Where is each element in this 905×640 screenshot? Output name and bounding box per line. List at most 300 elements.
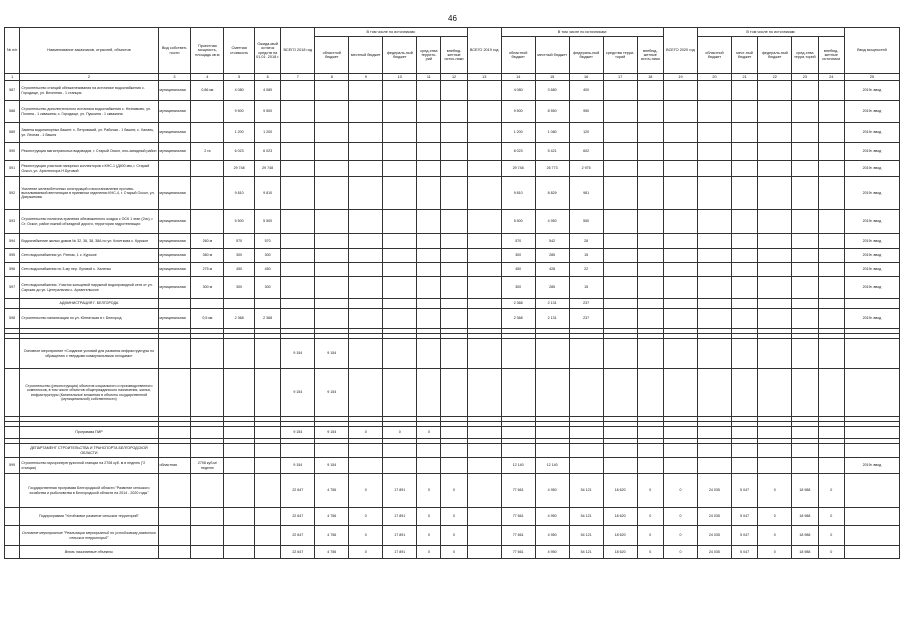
header-source-2019-0: областной бюджет <box>501 37 535 74</box>
value-cell: 18 620 <box>603 508 637 526</box>
row-number: 594 <box>5 234 20 249</box>
value-cell: 285 <box>535 249 569 263</box>
capacity-cell <box>191 123 224 143</box>
remainder-cell <box>255 427 281 439</box>
cost-cell <box>224 546 255 559</box>
value-cell <box>383 458 417 474</box>
remainder-cell: 1 200 <box>255 123 281 143</box>
value-cell <box>417 81 441 101</box>
value-cell <box>637 161 663 177</box>
value-cell <box>731 263 757 277</box>
header-source-2020-3: сред-ства терри-торий <box>792 37 818 74</box>
column-number: 17 <box>603 74 637 81</box>
value-cell <box>637 143 663 161</box>
value-cell <box>603 161 637 177</box>
value-cell: 428 <box>535 263 569 277</box>
value-cell <box>663 210 697 234</box>
remainder-cell: 6 023 <box>255 143 281 161</box>
value-cell <box>349 101 383 123</box>
power-input-cell <box>844 508 899 526</box>
header-source-2018-2: федераль-ный бюджет <box>383 37 417 74</box>
value-cell: 54 121 <box>569 546 603 559</box>
value-cell <box>281 249 315 263</box>
value-cell <box>731 210 757 234</box>
value-cell <box>818 249 844 263</box>
value-cell <box>603 444 637 458</box>
row-number: 598 <box>5 309 20 329</box>
value-cell <box>603 210 637 234</box>
value-cell <box>792 101 818 123</box>
capacity-cell <box>191 474 224 508</box>
value-cell <box>281 234 315 249</box>
value-cell: 8 829 <box>535 177 569 210</box>
column-number: 5 <box>224 74 255 81</box>
value-cell <box>467 474 501 508</box>
header-total-2019: ВСЕГО 2019 год <box>467 28 501 74</box>
value-cell: 5 047 <box>731 474 757 508</box>
value-cell <box>417 277 441 299</box>
value-cell <box>383 81 417 101</box>
value-cell <box>383 299 417 309</box>
value-cell <box>417 339 441 369</box>
power-input-cell: 2019г. ввод <box>844 458 899 474</box>
power-input-cell <box>844 444 899 458</box>
row-number: 593 <box>5 210 20 234</box>
object-name: Основное мероприятие "Реализация мероприятий по устойчивому развитию сельских территорий" <box>20 526 158 546</box>
value-cell <box>792 444 818 458</box>
value-cell <box>731 369 757 417</box>
ownership-cell <box>158 339 191 369</box>
header-capacity: Проектная мощность, площадь кв.м <box>191 28 224 74</box>
value-cell <box>697 427 731 439</box>
value-cell: 18 988 <box>792 474 818 508</box>
value-cell: 9 500 <box>501 101 535 123</box>
column-number: 16 <box>569 74 603 81</box>
power-input-cell <box>844 427 899 439</box>
value-cell <box>467 161 501 177</box>
header-remainder: Ожида-мый остаток средств на 01.01. 2018 г. <box>255 28 281 74</box>
value-cell <box>758 444 792 458</box>
value-cell: 77 661 <box>501 508 535 526</box>
header-num: № п/п <box>5 28 20 74</box>
column-number: 20 <box>697 74 731 81</box>
ownership-cell: муниципальная <box>158 249 191 263</box>
remainder-cell: 5 500 <box>255 210 281 234</box>
ownership-cell: муниципальная <box>158 81 191 101</box>
value-cell <box>383 101 417 123</box>
value-cell <box>731 458 757 474</box>
column-number: 10 <box>383 74 417 81</box>
value-cell <box>818 299 844 309</box>
value-cell <box>417 161 441 177</box>
value-cell: 9 154 <box>281 369 315 417</box>
value-cell <box>792 427 818 439</box>
row-number <box>5 508 20 526</box>
column-number: 18 <box>637 74 663 81</box>
remainder-cell: 570 <box>255 234 281 249</box>
value-cell <box>383 123 417 143</box>
value-cell: 450 <box>501 263 535 277</box>
power-input-cell: 2019г. ввод <box>844 123 899 143</box>
value-cell: 15 <box>569 249 603 263</box>
object-name: Программа ПИР <box>20 427 158 439</box>
object-name: Сети водоснабжения ул. Ратнак, 1 с. Курское <box>20 249 158 263</box>
value-cell <box>467 263 501 277</box>
ownership-cell <box>158 427 191 439</box>
value-cell <box>383 161 417 177</box>
row-number: 595 <box>5 249 20 263</box>
value-cell: 9 154 <box>315 458 349 474</box>
value-cell <box>603 427 637 439</box>
value-cell <box>758 101 792 123</box>
remainder-cell <box>255 444 281 458</box>
header-source-2019-3: средства терри-торий <box>603 37 637 74</box>
row-number: 587 <box>5 81 20 101</box>
value-cell: 54 121 <box>569 508 603 526</box>
value-cell <box>315 161 349 177</box>
table-row <box>5 123 900 143</box>
column-number: 2 <box>20 74 158 81</box>
column-number: 14 <box>501 74 535 81</box>
ownership-cell: муниципальная <box>158 123 191 143</box>
value-cell <box>417 263 441 277</box>
remainder-cell <box>255 369 281 417</box>
value-cell <box>315 444 349 458</box>
value-cell <box>281 309 315 329</box>
value-cell <box>467 123 501 143</box>
capacity-cell: 0,5 км <box>191 309 224 329</box>
row-number <box>5 369 20 417</box>
cost-cell: 9 810 <box>224 177 255 210</box>
value-cell <box>697 81 731 101</box>
table-row <box>5 369 900 417</box>
value-cell <box>663 309 697 329</box>
value-cell <box>349 123 383 143</box>
value-cell <box>758 249 792 263</box>
value-cell <box>467 444 501 458</box>
value-cell: 29 748 <box>501 161 535 177</box>
ownership-cell: муниципальная <box>158 234 191 249</box>
value-cell <box>697 161 731 177</box>
table-row <box>5 474 900 508</box>
value-cell <box>315 299 349 309</box>
value-cell <box>467 309 501 329</box>
value-cell <box>441 309 467 329</box>
table-row <box>5 177 900 210</box>
value-cell <box>818 369 844 417</box>
power-input-cell: 2019г. ввод <box>844 234 899 249</box>
value-cell: 0 <box>349 526 383 546</box>
cost-cell: 29 748 <box>224 161 255 177</box>
table-row <box>5 234 900 249</box>
value-cell: 12 140 <box>535 458 569 474</box>
column-number: 15 <box>535 74 569 81</box>
capacity-cell: 2 га <box>191 143 224 161</box>
value-cell: 77 661 <box>501 526 535 546</box>
value-cell: 26 773 <box>535 161 569 177</box>
value-cell <box>637 123 663 143</box>
cost-cell <box>224 299 255 309</box>
object-name: Сети водоснабжения. Участок кольцевой наружной водопроводной сети от ул. Сарская до ул. Центральная с. Архангельское <box>20 277 158 299</box>
value-cell: 0 <box>818 526 844 546</box>
object-name: Реконструкция магистральных водоводов, г. Старый Оскол, юго-западный район <box>20 143 158 161</box>
value-cell <box>281 161 315 177</box>
value-cell: 4 756 <box>315 546 349 559</box>
value-cell <box>349 277 383 299</box>
value-cell <box>758 81 792 101</box>
row-number: 589 <box>5 123 20 143</box>
value-cell: 0 <box>663 508 697 526</box>
value-cell: 5 047 <box>731 508 757 526</box>
value-cell: 300 <box>501 249 535 263</box>
value-cell <box>281 277 315 299</box>
value-cell <box>349 339 383 369</box>
value-cell <box>349 249 383 263</box>
column-number: 25 <box>844 74 899 81</box>
value-cell <box>603 458 637 474</box>
value-cell <box>569 339 603 369</box>
value-cell <box>663 249 697 263</box>
capacity-cell <box>191 210 224 234</box>
value-cell <box>441 177 467 210</box>
header-sources-2019: В том числе по источникам: <box>501 28 663 37</box>
value-cell <box>315 143 349 161</box>
value-cell: 77 661 <box>501 546 535 559</box>
value-cell <box>535 427 569 439</box>
value-cell: 0 <box>758 526 792 546</box>
value-cell <box>383 249 417 263</box>
cost-cell: 450 <box>224 263 255 277</box>
object-name: Вновь начинаемые объекты <box>20 546 158 559</box>
column-number: 9 <box>349 74 383 81</box>
value-cell: 0 <box>758 508 792 526</box>
value-cell <box>637 249 663 263</box>
value-cell: 54 121 <box>569 474 603 508</box>
value-cell: 2 131 <box>535 299 569 309</box>
value-cell: 602 <box>569 143 603 161</box>
capacity-cell <box>191 177 224 210</box>
value-cell <box>349 210 383 234</box>
value-cell: 24 035 <box>697 508 731 526</box>
value-cell: 0 <box>758 546 792 559</box>
value-cell: 4 950 <box>535 474 569 508</box>
value-cell: 0 <box>663 526 697 546</box>
remainder-cell <box>255 458 281 474</box>
value-cell <box>315 234 349 249</box>
value-cell: 9 810 <box>501 177 535 210</box>
value-cell <box>637 444 663 458</box>
power-input-cell <box>844 299 899 309</box>
object-name: Реконструкция участков напорных коллекторов с КНС-1 (Д400 мм, г. Старый Оскол, ул. Архитектора Н.Бутовой <box>20 161 158 177</box>
header-source-2020-4: внебюд-жетные источники <box>818 37 844 74</box>
cost-cell: 4 080 <box>224 81 255 101</box>
capacity-cell <box>191 526 224 546</box>
header-name: Наименование заказчиков, отраслей, объектов <box>20 28 158 74</box>
value-cell: 5 047 <box>731 526 757 546</box>
value-cell <box>349 369 383 417</box>
power-input-cell <box>844 474 899 508</box>
value-cell <box>417 210 441 234</box>
header-sources-2020: В том числе по источникам: <box>697 28 844 37</box>
remainder-cell: 300 <box>255 249 281 263</box>
value-cell <box>663 299 697 309</box>
object-name: Подпрограмма "Устойчивое развитие сельских территорий" <box>20 508 158 526</box>
value-cell: 550 <box>569 210 603 234</box>
value-cell <box>663 101 697 123</box>
value-cell <box>281 299 315 309</box>
column-number: 3 <box>158 74 191 81</box>
value-cell <box>792 123 818 143</box>
value-cell: 542 <box>535 234 569 249</box>
value-cell <box>315 101 349 123</box>
capacity-cell <box>191 444 224 458</box>
cost-cell: 5 500 <box>224 210 255 234</box>
value-cell <box>281 81 315 101</box>
value-cell <box>818 309 844 329</box>
value-cell <box>467 277 501 299</box>
value-cell: 0 <box>637 508 663 526</box>
value-cell <box>697 234 731 249</box>
value-cell: 18 988 <box>792 526 818 546</box>
value-cell <box>663 234 697 249</box>
object-name: Водоснабжение жилых домов № 32, 36, 38, 38А по ул. Кочеткова с. Курское <box>20 234 158 249</box>
value-cell <box>637 101 663 123</box>
value-cell <box>441 249 467 263</box>
capacity-cell: 300 м <box>191 277 224 299</box>
value-cell <box>315 210 349 234</box>
header-source-2018-3: сред-ства террито-рий <box>417 37 441 74</box>
value-cell <box>315 81 349 101</box>
value-cell <box>417 177 441 210</box>
object-name: Основное мероприятие «Создание условий для развития инфраструктуры по обращению с твердыми коммунальными отходами» <box>20 339 158 369</box>
value-cell <box>349 263 383 277</box>
ownership-cell: муниципальная <box>158 101 191 123</box>
value-cell <box>697 309 731 329</box>
column-number: 22 <box>758 74 792 81</box>
value-cell <box>792 277 818 299</box>
value-cell <box>535 339 569 369</box>
value-cell: 0 <box>349 474 383 508</box>
value-cell <box>349 143 383 161</box>
value-cell <box>441 299 467 309</box>
table-row <box>5 277 900 299</box>
value-cell: 24 035 <box>697 546 731 559</box>
cost-cell <box>224 508 255 526</box>
value-cell: 0 <box>417 526 441 546</box>
value-cell: 0 <box>637 526 663 546</box>
value-cell: 0 <box>383 427 417 439</box>
table-row <box>5 458 900 474</box>
value-cell <box>663 444 697 458</box>
remainder-cell <box>255 339 281 369</box>
value-cell <box>818 458 844 474</box>
value-cell <box>792 458 818 474</box>
value-cell <box>731 101 757 123</box>
row-number: 597 <box>5 277 20 299</box>
value-cell <box>663 458 697 474</box>
value-cell <box>603 123 637 143</box>
value-cell <box>637 458 663 474</box>
capacity-cell: 2708 куб.м/ неделю <box>191 458 224 474</box>
power-input-cell: 2019г. ввод <box>844 277 899 299</box>
ownership-cell: муниципальная <box>158 263 191 277</box>
remainder-cell <box>255 299 281 309</box>
table-row <box>5 81 900 101</box>
value-cell: 9 154 <box>281 427 315 439</box>
value-cell: 18 620 <box>603 526 637 546</box>
value-cell <box>603 277 637 299</box>
value-cell <box>349 299 383 309</box>
power-input-cell: 2019г. ввод <box>844 263 899 277</box>
value-cell <box>697 339 731 369</box>
value-cell <box>637 210 663 234</box>
value-cell <box>603 249 637 263</box>
value-cell <box>697 277 731 299</box>
value-cell <box>315 249 349 263</box>
value-cell: 5 421 <box>535 143 569 161</box>
value-cell <box>441 339 467 369</box>
value-cell <box>315 123 349 143</box>
value-cell <box>603 177 637 210</box>
value-cell: 0 <box>441 474 467 508</box>
value-cell <box>818 177 844 210</box>
value-cell <box>417 444 441 458</box>
value-cell <box>792 369 818 417</box>
value-cell: 0 <box>349 508 383 526</box>
value-cell: 4 756 <box>315 474 349 508</box>
table-row <box>5 143 900 161</box>
value-cell <box>792 210 818 234</box>
value-cell <box>792 161 818 177</box>
table-row <box>5 427 900 439</box>
table-row <box>5 101 900 123</box>
value-cell: 0 <box>417 508 441 526</box>
value-cell <box>281 123 315 143</box>
value-cell <box>818 277 844 299</box>
value-cell <box>603 234 637 249</box>
column-number: 24 <box>818 74 844 81</box>
value-cell <box>697 210 731 234</box>
cost-cell: 6 023 <box>224 143 255 161</box>
value-cell <box>281 101 315 123</box>
value-cell: 0 <box>441 526 467 546</box>
value-cell: 18 620 <box>603 474 637 508</box>
header-total-2018: ВСЕГО 2018 год <box>281 28 315 74</box>
value-cell <box>467 299 501 309</box>
value-cell <box>792 339 818 369</box>
value-cell <box>603 101 637 123</box>
power-input-cell <box>844 339 899 369</box>
remainder-cell: 9 500 <box>255 101 281 123</box>
value-cell <box>731 123 757 143</box>
value-cell: 400 <box>569 81 603 101</box>
value-cell <box>818 263 844 277</box>
value-cell <box>697 444 731 458</box>
value-cell <box>383 277 417 299</box>
value-cell <box>417 123 441 143</box>
value-cell: 0 <box>818 546 844 559</box>
value-cell <box>758 234 792 249</box>
value-cell <box>417 299 441 309</box>
value-cell: 28 <box>569 234 603 249</box>
cost-cell <box>224 339 255 369</box>
value-cell <box>731 339 757 369</box>
value-cell <box>637 299 663 309</box>
value-cell: 22 647 <box>281 546 315 559</box>
cost-cell: 1 200 <box>224 123 255 143</box>
value-cell <box>637 177 663 210</box>
value-cell: 0 <box>818 508 844 526</box>
